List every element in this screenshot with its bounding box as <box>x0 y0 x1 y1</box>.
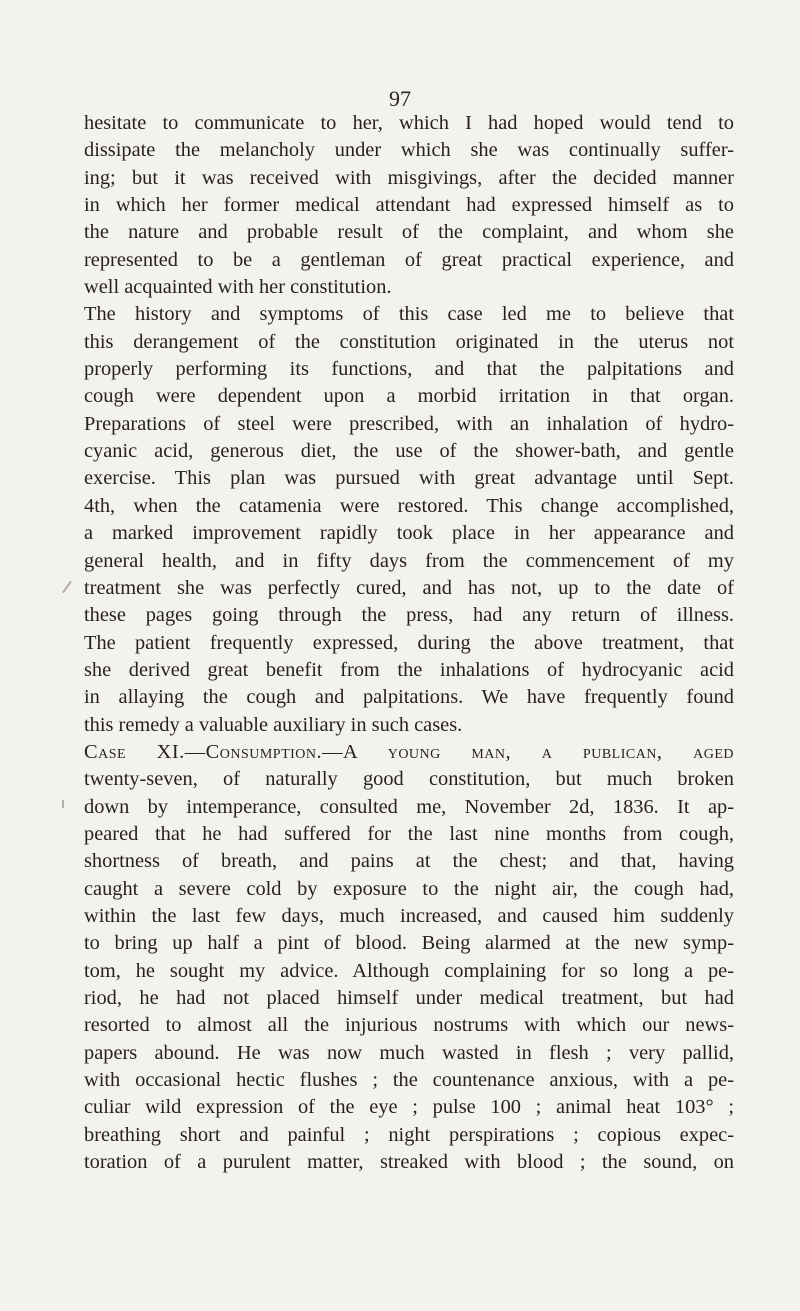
text-line: the nature and probable result of the complaint, and whom she <box>84 221 734 244</box>
margin-mark <box>62 800 64 808</box>
text-line: represented to be a gentleman of great practical experience, and <box>84 248 734 271</box>
text-line: cyanic acid, generous diet, the use of the shower-bath, and gentle <box>84 440 734 463</box>
text-line: twenty-seven, of naturally good constitution, but much broken <box>84 768 734 791</box>
text-line: well acquainted with her constitution. <box>84 276 392 299</box>
text-line: she derived great benefit from the inhalations of hydrocyanic acid <box>84 658 734 681</box>
text-line: The history and symptoms of this case led me to believe that <box>84 303 734 326</box>
text-line: in which her former medical attendant had expressed himself as to <box>84 194 734 217</box>
text-line: these pages going through the press, had any return of illness. <box>84 604 734 627</box>
page-number: 97 <box>389 86 411 111</box>
text-line: to bring up half a pint of blood. Being alarmed at the new symp- <box>84 932 734 955</box>
text-line: toration of a purulent matter, streaked with blood ; the sound, on <box>84 1151 734 1174</box>
text-line: in allaying the cough and palpitations. We have frequently found <box>84 686 734 709</box>
text-line: with occasional hectic flushes ; the countenance anxious, with a pe- <box>84 1069 734 1092</box>
margin-mark <box>62 581 72 594</box>
text-line: tom, he sought my advice. Although complaining for so long a pe- <box>84 959 734 982</box>
text-line: caught a severe cold by exposure to the night air, the cough had, <box>84 877 734 900</box>
text-line: treatment she was perfectly cured, and has not, up to the date of <box>84 576 734 599</box>
text-line: properly performing its functions, and that the palpitations and <box>84 358 734 381</box>
text-line: exercise. This plan was pursued with great advantage until Sept. <box>84 467 734 490</box>
text-line: papers abound. He was now much wasted in flesh ; very pallid, <box>84 1041 734 1064</box>
text-line: The patient frequently expressed, during the above treatment, that <box>84 631 734 654</box>
text-line: ing; but it was received with misgivings, after the decided manner <box>84 166 734 189</box>
text-line: hesitate to communicate to her, which I had hoped would tend to <box>84 112 734 134</box>
case-heading-line <box>84 739 734 766</box>
text-line: riod, he had not placed himself under medical treatment, but had <box>84 987 734 1009</box>
text-line: shortness of breath, and pains at the chest; and that, having <box>84 850 734 873</box>
text-line: a marked improvement rapidly took place in her appearance and <box>84 522 734 545</box>
text-line: dissipate the melancholy under which she was continually suffer- <box>84 139 734 162</box>
text-line: this derangement of the constitution originated in the uterus not <box>84 330 734 353</box>
text-line: cough were dependent upon a morbid irritation in that organ. <box>84 385 734 408</box>
text-line: within the last few days, much increased, and caused him suddenly <box>84 904 734 927</box>
text-line: Preparations of steel were prescribed, with an inhalation of hydro- <box>84 412 734 435</box>
text-line: 4th, when the catamenia were restored. This change accomplished, <box>84 494 734 517</box>
text-line: general health, and in fifty days from the commencement of my <box>84 549 734 572</box>
case-heading: Case XI.—Consumption.—A young man, a publican, aged <box>84 740 734 763</box>
body-text <box>84 110 734 1176</box>
text-line: down by intemperance, consulted me, November 2d, 1836. It ap- <box>84 795 734 818</box>
text-line: breathing short and painful ; night perspirations ; copious expec- <box>84 1123 734 1146</box>
text-line: culiar wild expression of the eye ; pulse 100 ; animal heat 103° ; <box>84 1096 734 1119</box>
text-line: resorted to almost all the injurious nostrums with which our news- <box>84 1014 734 1037</box>
text-line: this remedy a valuable auxiliary in such cases. <box>84 713 463 736</box>
text-line: peared that he had suffered for the last nine months from cough, <box>84 822 734 845</box>
